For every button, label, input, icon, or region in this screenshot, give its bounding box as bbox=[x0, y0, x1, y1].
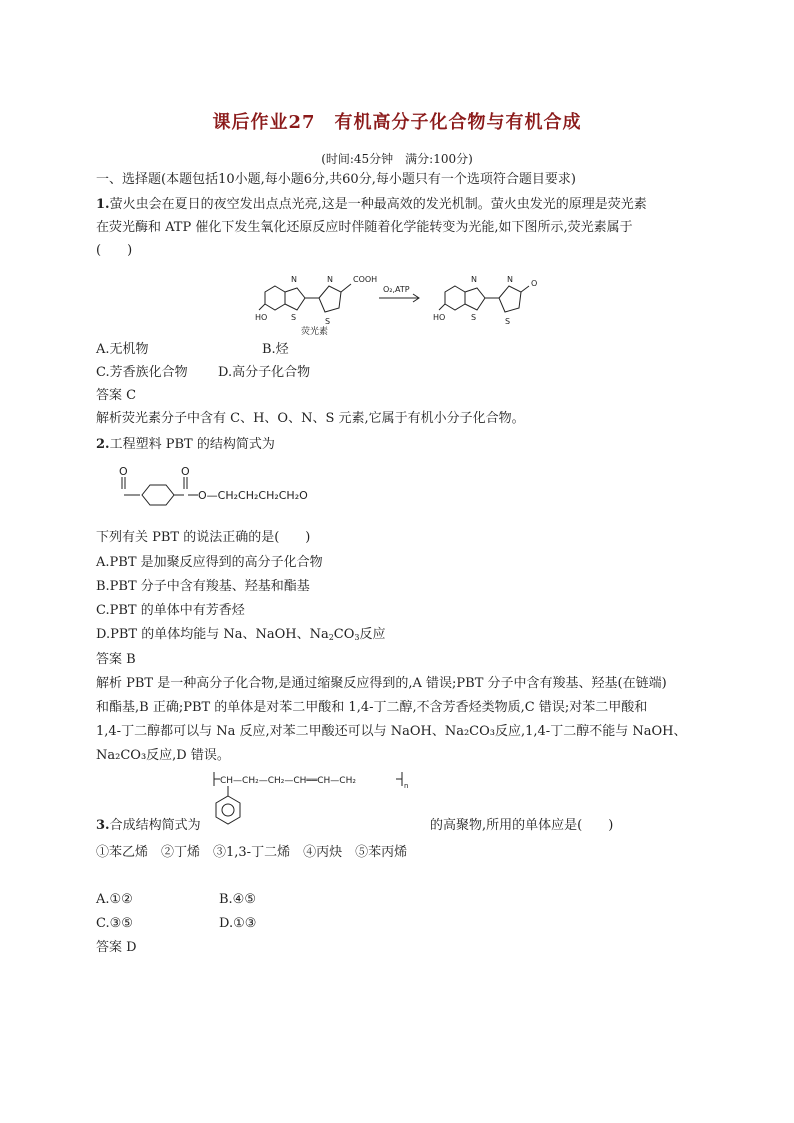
q2-analysis-line-1: 解析 PBT 是一种高分子化合物,是通过缩聚反应得到的,A 错误;PBT 分子中含有羧基、羟基(在链端) bbox=[96, 676, 667, 691]
label-S: S bbox=[291, 313, 297, 322]
pbt-structure-formula bbox=[112, 465, 352, 515]
product-benzene-ring bbox=[445, 286, 465, 310]
label-S2: S bbox=[325, 317, 331, 326]
q1-option-c: C.芳香族化合物 bbox=[96, 365, 188, 380]
q1-number: 1. bbox=[96, 197, 110, 212]
luciferin-reaction-diagram bbox=[255, 268, 555, 336]
label-HO2: HO bbox=[433, 313, 446, 322]
benzene-ring bbox=[142, 485, 174, 505]
q2-option-d-sub2: 3 bbox=[354, 633, 360, 642]
reactant-benzene-ring bbox=[265, 286, 285, 310]
q1-answer: 答案 C bbox=[96, 388, 137, 403]
q3-choices: ①苯乙烯 ②丁烯 ③1,3-丁二烯 ④丙炔 ⑤苯丙烯 bbox=[96, 845, 408, 860]
label-N: N bbox=[291, 275, 297, 284]
q1-answer-blank: ( ) bbox=[96, 243, 133, 258]
q2-answer: 答案 B bbox=[96, 652, 136, 667]
q1-analysis: 解析荧光素分子中含有 C、H、O、N、S 元素,它属于有机小分子化合物。 bbox=[96, 411, 525, 426]
label-COOH: COOH bbox=[353, 275, 378, 284]
q3-option-c: C.③⑤ bbox=[96, 916, 133, 931]
q1-option-b: B.烃 bbox=[262, 342, 289, 357]
label-HO: HO bbox=[255, 313, 268, 322]
q2-number: 2. bbox=[96, 437, 110, 452]
q3-number: 3. bbox=[96, 818, 110, 833]
carbonyl-O-2: O bbox=[181, 465, 190, 478]
page-title: 课后作业27 有机高分子化合物与有机合成 bbox=[212, 112, 582, 133]
label-N4: N bbox=[507, 275, 513, 284]
q2-option-d-mid: CO bbox=[333, 627, 355, 642]
q1-stem-text-1: 萤火虫会在夏日的夜空发出点点光亮,这是一种最高效的发光机制。萤火虫发光的原理是荧光素 bbox=[109, 197, 647, 212]
label-S4: S bbox=[505, 317, 511, 326]
reactant-thiazoline-ring bbox=[319, 286, 341, 312]
q2-option-d bbox=[96, 625, 386, 648]
q2-option-a: A.PBT 是加聚反应得到的高分子化合物 bbox=[96, 555, 323, 570]
pbt-chain: O—CH₂CH₂CH₂CH₂O bbox=[198, 489, 308, 502]
q1-stem-line-2: 在荧光酶和 ATP 催化下发生氧化还原反应时伴随着化学能转变为光能,如下图所示,荧光素属于 bbox=[96, 220, 633, 235]
product-thiazole-ring bbox=[465, 288, 485, 310]
phenyl-ring bbox=[216, 796, 240, 824]
polymer-repeat-unit: CH—CH₂—CH₂—CH══CH—CH₂ bbox=[220, 776, 356, 786]
q2-analysis-line-4: Na₂CO₃反应,D 错误。 bbox=[96, 748, 230, 763]
product-thiazoline-ring bbox=[499, 286, 521, 312]
q3-answer: 答案 D bbox=[96, 940, 137, 955]
section-heading: 一、选择题(本题包括10小题,每小题6分,共60分,每小题只有一个选项符合题目要求) bbox=[96, 172, 576, 187]
carbonyl-O-1: O bbox=[119, 465, 128, 478]
q3-option-a: A.①② bbox=[96, 892, 133, 907]
q2-option-d-pre: D.PBT 的单体均能与 Na、NaOH、Na bbox=[96, 627, 329, 642]
label-N2: N bbox=[327, 275, 333, 284]
q3-stem-pre-text: 合成结构简式为 bbox=[109, 818, 201, 833]
q2-stem bbox=[96, 435, 275, 455]
q2-analysis-line-3: 1,4-丁二醇都可以与 Na 反应,对苯二甲酸还可以与 NaOH、Na₂CO₃反应,1,4-丁二醇不能与 NaOH、 bbox=[96, 724, 687, 739]
label-O: O bbox=[531, 279, 538, 288]
q3-option-b: B.④⑤ bbox=[219, 892, 256, 907]
q2-stem-text: 工程塑料 PBT 的结构简式为 bbox=[109, 437, 275, 452]
q3-option-d: D.①③ bbox=[219, 916, 257, 931]
q2-analysis-line-2: 和酯基,B 正确;PBT 的单体是对苯二甲酸和 1,4-丁二醇,不含芳香烃类物质,C 错误;对苯二甲酸和 bbox=[96, 700, 648, 715]
q2-option-b: B.PBT 分子中含有羧基、羟基和酯基 bbox=[96, 579, 310, 594]
time-score-meta: (时间:45分钟 满分:100分) bbox=[321, 152, 473, 166]
q2-option-c: C.PBT 的单体中有芳香烃 bbox=[96, 603, 245, 618]
reactant-name: 荧光素 bbox=[301, 327, 329, 336]
q2-question: 下列有关 PBT 的说法正确的是( ) bbox=[96, 530, 311, 545]
q3-stem-post: 的高聚物,所用的单体应是( ) bbox=[430, 818, 614, 833]
q1-stem-line-1 bbox=[96, 195, 647, 215]
label-S3: S bbox=[471, 313, 477, 322]
reactant-thiazole-ring bbox=[285, 288, 305, 310]
q2-option-d-sub: 2 bbox=[328, 633, 334, 642]
reaction-condition: O₂,ATP bbox=[383, 285, 410, 294]
q1-option-a: A.无机物 bbox=[96, 342, 149, 357]
label-N3: N bbox=[471, 275, 477, 284]
polymer-structure-formula bbox=[210, 768, 410, 834]
q2-option-d-post: 反应 bbox=[359, 627, 386, 642]
polymer-n: n bbox=[404, 782, 409, 790]
q3-stem-pre bbox=[96, 816, 201, 836]
q1-option-d: D.高分子化合物 bbox=[218, 365, 311, 380]
